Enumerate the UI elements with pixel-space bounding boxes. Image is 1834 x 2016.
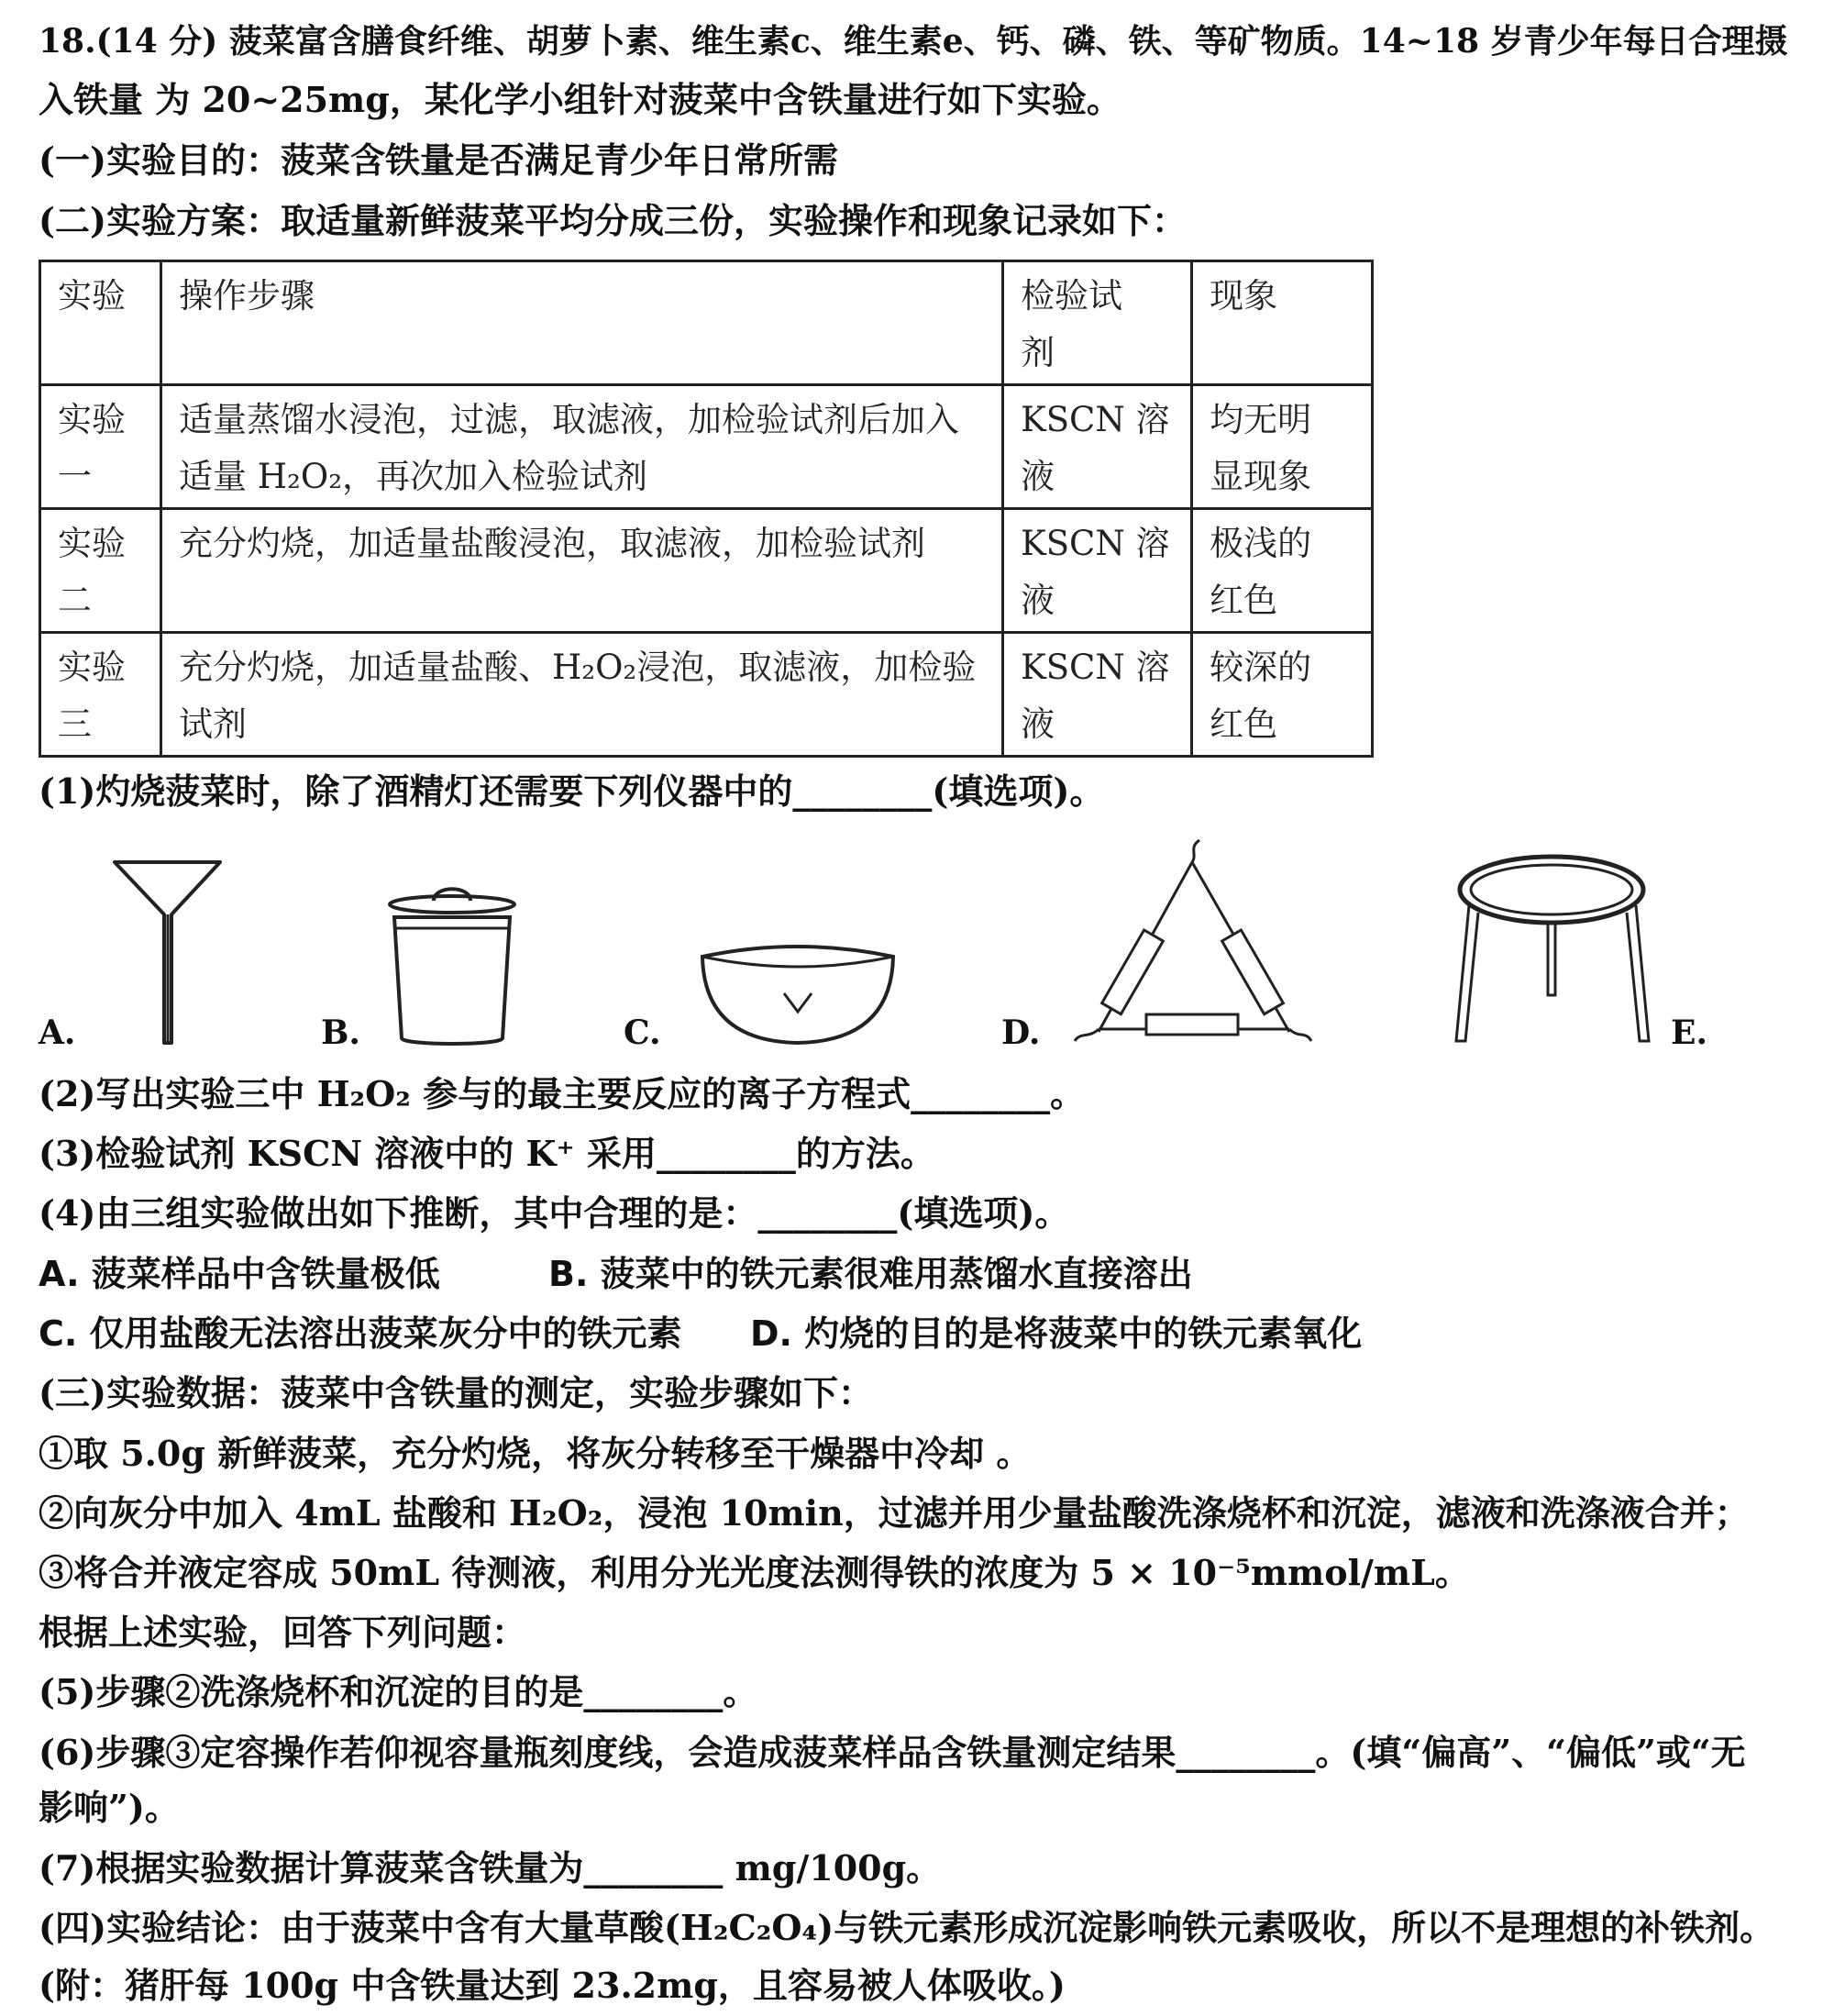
table-cell <box>161 633 1003 757</box>
clay-triangle-icon <box>1071 835 1314 1050</box>
section-one-heading: (一)实验目的：菠菜含铁量是否满足青少年日常所需 <box>39 139 838 181</box>
table-cell-text: 实验 一 <box>58 400 126 496</box>
question-1: (1)灼烧菠菜时，除了酒精灯还需要下列仪器中的________(填选项)。 <box>39 770 1105 812</box>
question-4-option-d: D. 灼烧的目的是将菠菜中的铁元素氧化 <box>750 1313 1363 1354</box>
question-6-line-1: (6)步骤③定容操作若仰视容量瓶刻度线，会造成菠菜样品含铁量测定结果________。(填“偏高”、“偏低”或“无 <box>39 1732 1746 1773</box>
tripod-stand-icon <box>1449 848 1655 1050</box>
table-cell <box>1003 385 1192 509</box>
crucible-icon <box>383 881 521 1055</box>
funnel-icon <box>105 848 229 1050</box>
table-row <box>40 385 1373 509</box>
question-7: (7)根据实验数据计算菠菜含铁量为________ mg/100g。 <box>39 1847 942 1889</box>
table-cell-text: 较深的 红色 <box>1210 648 1312 744</box>
table-cell-text: KSCN 溶 液 <box>1021 648 1170 744</box>
table-row <box>40 509 1373 633</box>
table-header-text: 检验试 剂 <box>1021 276 1123 372</box>
question-4-option-b: B. 菠菜中的铁元素很难用蒸馏水直接溶出 <box>548 1254 1193 1294</box>
appendix-note: (附：猪肝每 100g 中含铁量达到 23.2mg，且容易被人体吸收。) <box>39 1965 1066 2006</box>
evaporating-dish-icon <box>697 940 899 1050</box>
table-cell-text: 充分灼烧，加适量盐酸浸泡，取滤液，加检验试剂 <box>179 524 925 563</box>
question-2: (2)写出实验三中 H₂O₂ 参与的最主要反应的离子方程式________。 <box>39 1073 1086 1114</box>
answer-prompt: 根据上述实验，回答下列问题： <box>39 1612 527 1653</box>
section-two-heading: (二)实验方案：取适量新鲜菠菜平均分成三份，实验操作和现象记录如下： <box>39 200 1187 241</box>
option-c-label: C. <box>624 1014 661 1052</box>
question-4-option-c: C. 仅用盐酸无法溶出菠菜灰分中的铁元素 <box>39 1313 682 1354</box>
table-header-row <box>40 261 1373 385</box>
question-3: (3)检验试剂 KSCN 溶液中的 K⁺ 采用________的方法。 <box>39 1133 935 1174</box>
option-b-label: B. <box>321 1014 360 1052</box>
step-2: ②向灰分中加入 4mL 盐酸和 H₂O₂，浸泡 10min，过滤并用少量盐酸洗涤烧杯和沉淀，滤液和洗涤液合并； <box>39 1492 1750 1534</box>
experiment-table <box>39 260 1374 758</box>
intro-line-2: 入铁量 为 20~25mg，某化学小组针对菠菜中含铁量进行如下实验。 <box>39 79 1121 120</box>
table-cell <box>1192 509 1373 633</box>
step-1: ①取 5.0g 新鲜菠菜，充分灼烧，将灰分转移至干燥器中冷却 。 <box>39 1433 1032 1474</box>
question-6-line-2: 影响”)。 <box>39 1787 180 1828</box>
table-cell-text: 极浅的 红色 <box>1210 524 1312 620</box>
table-header-cell <box>1003 261 1192 385</box>
table-header-cell: 现象 <box>1192 261 1373 385</box>
table-row <box>40 633 1373 757</box>
section-four-conclusion: (四)实验结论：由于菠菜中含有大量草酸(H₂C₂O₄)与铁元素形成沉淀影响铁元素吸收，所以不是理想的补铁剂。 <box>39 1907 1775 1948</box>
question-4: (4)由三组实验做出如下推断，其中合理的是：________(填选项)。 <box>39 1192 1070 1234</box>
table-cell-text: KSCN 溶 液 <box>1021 400 1170 496</box>
table-cell-text: 适量蒸馏水浸泡，过滤，取滤液，加检验试剂后加入 适量 H₂O₂，再次加入检验试剂 <box>179 400 959 496</box>
table-cell <box>1192 385 1373 509</box>
option-d-label: D. <box>1001 1014 1041 1052</box>
section-three-heading: (三)实验数据：菠菜中含铁量的测定，实验步骤如下： <box>39 1372 873 1413</box>
table-cell <box>1003 509 1192 633</box>
table-cell <box>161 385 1003 509</box>
table-cell <box>161 509 1003 633</box>
table-cell-text: 实验 三 <box>58 648 126 744</box>
question-5: (5)步骤②洗涤烧杯和沉淀的目的是________。 <box>39 1671 758 1712</box>
option-e-label: E. <box>1671 1014 1707 1052</box>
table-header-cell: 实验 <box>40 261 161 385</box>
table-cell <box>1003 633 1192 757</box>
intro-line-1: 18.(14 分) 菠菜富含膳食纤维、胡萝卜素、维生素c、维生素e、钙、磷、铁、等矿物质。14~18 岁青少年每日合理摄 <box>39 22 1788 61</box>
table-header-cell: 操作步骤 <box>161 261 1003 385</box>
table-cell <box>40 509 161 633</box>
table-cell-text: 实验 二 <box>58 524 126 620</box>
option-a-label: A. <box>39 1014 76 1052</box>
table-cell <box>40 385 161 509</box>
table-cell <box>40 633 161 757</box>
step-3: ③将合并液定容成 50mL 待测液，利用分光光度法测得铁的浓度为 5 × 10⁻⁵mmol/mL。 <box>39 1552 1470 1593</box>
table-cell-text: KSCN 溶 液 <box>1021 524 1170 620</box>
table-cell-text: 均无明 显现象 <box>1210 400 1312 496</box>
table-cell <box>1192 633 1373 757</box>
table-cell-text: 充分灼烧，加适量盐酸、H₂O₂浸泡，取滤液，加检验 试剂 <box>179 648 977 744</box>
question-4-option-a: A. 菠菜样品中含铁量极低 <box>39 1254 440 1294</box>
